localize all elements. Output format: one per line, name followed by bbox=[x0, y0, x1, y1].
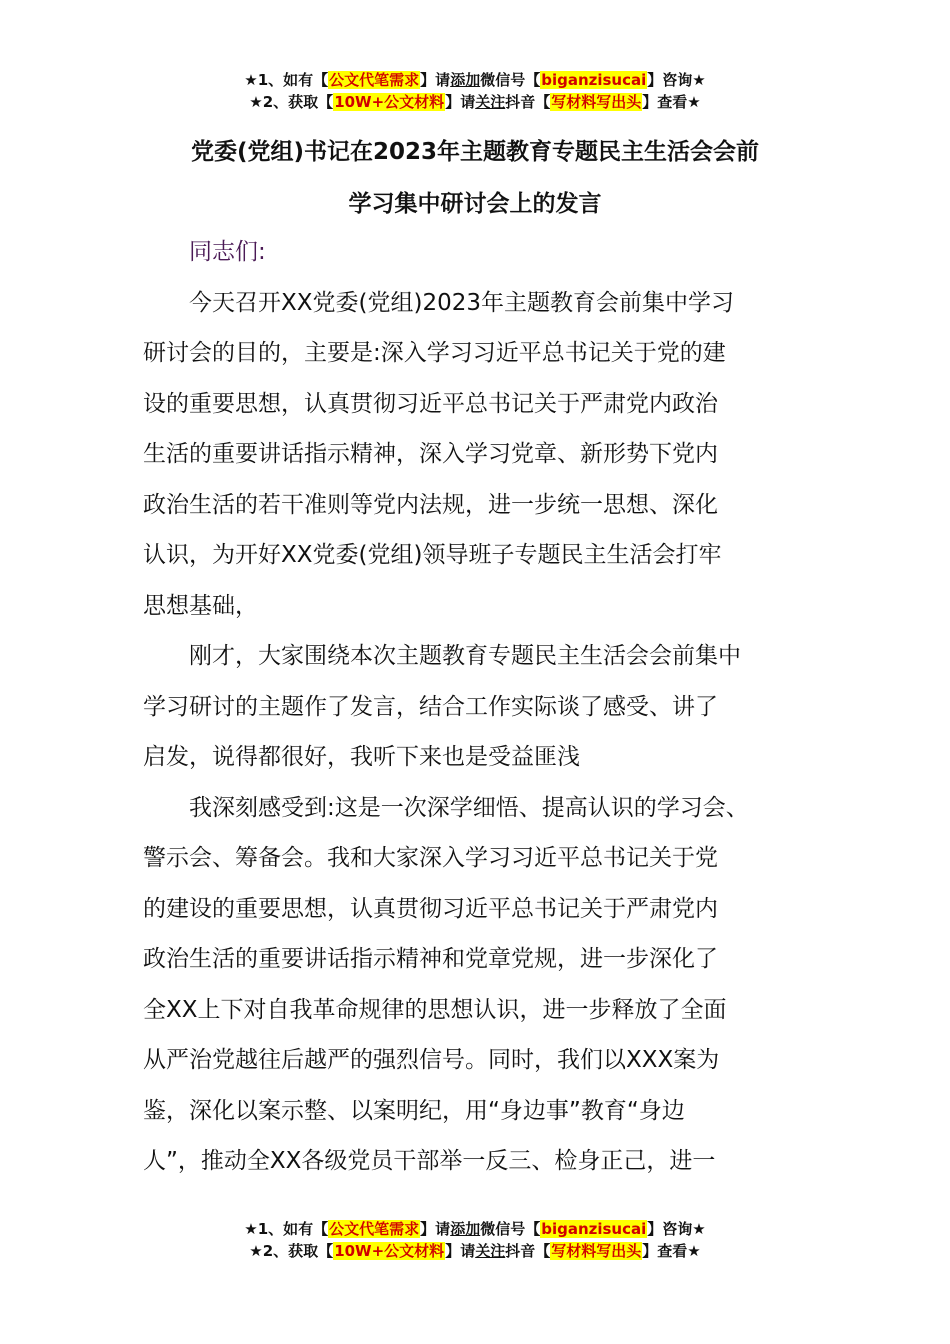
document-body bbox=[143, 227, 807, 1187]
text-line: 今天召开XX党委(党组)2023年主题教育会前集中学习 bbox=[189, 289, 734, 316]
promo-highlight: 写材料写出头 bbox=[551, 1242, 642, 1260]
paragraph-3 bbox=[143, 783, 807, 1187]
text-line: 的建设的重要思想，认真贯彻习近平总书记关于严肃党内 bbox=[143, 895, 718, 922]
promo-text: 抖音【 bbox=[505, 93, 551, 111]
promo-text: ★1、如有【 bbox=[244, 71, 329, 89]
text-line: 研讨会的目的，主要是:深入学习习近平总书记关于党的建 bbox=[143, 340, 726, 366]
text-line: 人”，推动全XX各级党员干部举一反三、检身正己，进一 bbox=[143, 1148, 716, 1174]
text-line: 警示会、筹备会。我和大家深入学习习近平总书记关于党 bbox=[143, 845, 718, 871]
promo-underline: 添加 bbox=[450, 1220, 481, 1238]
text-line: 学习研讨的主题作了发言，结合工作实际谈了感受、讲了 bbox=[143, 693, 718, 720]
promo-text: 微信号【 bbox=[480, 1220, 541, 1238]
promo-text: ★2、获取【 bbox=[249, 93, 334, 111]
text-line: 启发，说得都很好，我听下来也是受益匪浅 bbox=[143, 744, 580, 770]
text-line: 生活的重要讲话指示精神，深入学习党章、新形势下党内 bbox=[143, 441, 718, 467]
promo-line-2 bbox=[0, 91, 950, 113]
text-line: 设的重要思想，认真贯彻习近平总书记关于严肃党内政治 bbox=[143, 390, 718, 417]
promo-text: 】请 bbox=[420, 1220, 451, 1238]
text-line: 我深刻感受到:这是一次深学细悟、提高认识的学习会、 bbox=[189, 794, 749, 821]
promo-text: 】请 bbox=[445, 93, 476, 111]
promo-text: 】请 bbox=[445, 1242, 476, 1260]
text-line: 认识，为开好XX党委(党组)领导班子专题民主生活会打牢 bbox=[143, 542, 722, 568]
text-line: 全XX上下对自我革命规律的思想认识，进一步释放了全面 bbox=[143, 996, 727, 1023]
promo-text: 微信号【 bbox=[480, 71, 541, 89]
paragraph-1 bbox=[143, 278, 807, 632]
promo-text: ★2、获取【 bbox=[249, 1242, 334, 1260]
promo-underline: 关注 bbox=[475, 1242, 506, 1260]
promo-highlight: 公文代笔需求 bbox=[329, 71, 420, 89]
text-line: 政治生活的重要讲话指示精神和党章党规，进一步深化了 bbox=[143, 946, 718, 972]
promo-highlight: biganzisucai bbox=[541, 71, 647, 89]
promo-underline: 添加 bbox=[450, 71, 481, 89]
promo-text: 】查看★ bbox=[642, 1242, 701, 1260]
text-line: 刚才，大家围绕本次主题教育专题民主生活会会前集中 bbox=[189, 643, 741, 669]
promo-highlight: 写材料写出头 bbox=[551, 93, 642, 111]
title-line-2: 学习集中研讨会上的发言 bbox=[348, 191, 602, 217]
promo-text: 抖音【 bbox=[505, 1242, 551, 1260]
greeting: 同志们: bbox=[189, 239, 266, 265]
promo-line-2 bbox=[0, 1240, 950, 1262]
promo-highlight: biganzisucai bbox=[541, 1220, 647, 1238]
promo-highlight: 公文代笔需求 bbox=[329, 1220, 420, 1238]
header-promo bbox=[0, 69, 950, 113]
promo-line-1 bbox=[0, 1218, 950, 1240]
promo-text: 】请 bbox=[420, 71, 451, 89]
title-line-1: 党委(党组)书记在2023年主题教育专题民主生活会会前 bbox=[190, 139, 760, 165]
promo-line-1 bbox=[0, 69, 950, 91]
promo-underline: 关注 bbox=[475, 93, 506, 111]
footer-promo bbox=[0, 1218, 950, 1262]
promo-text: 】咨询★ bbox=[647, 1220, 706, 1238]
promo-text: 】咨询★ bbox=[647, 71, 706, 89]
promo-highlight: 10W+公文材料 bbox=[334, 93, 445, 111]
document-title bbox=[0, 132, 950, 224]
text-line: 从严治党越往后越严的强烈信号。同时，我们以XXX案为 bbox=[143, 1047, 720, 1073]
paragraph-2 bbox=[143, 631, 807, 783]
text-line: 鉴，深化以案示整、以案明纪，用“身边事”教育“身边 bbox=[143, 1097, 685, 1124]
promo-text: ★1、如有【 bbox=[244, 1220, 329, 1238]
promo-text: 】查看★ bbox=[642, 93, 701, 111]
text-line: 政治生活的若干准则等党内法规，进一步统一思想、深化 bbox=[143, 491, 718, 518]
text-line: 思想基础， bbox=[143, 592, 258, 619]
promo-highlight: 10W+公文材料 bbox=[334, 1242, 445, 1260]
